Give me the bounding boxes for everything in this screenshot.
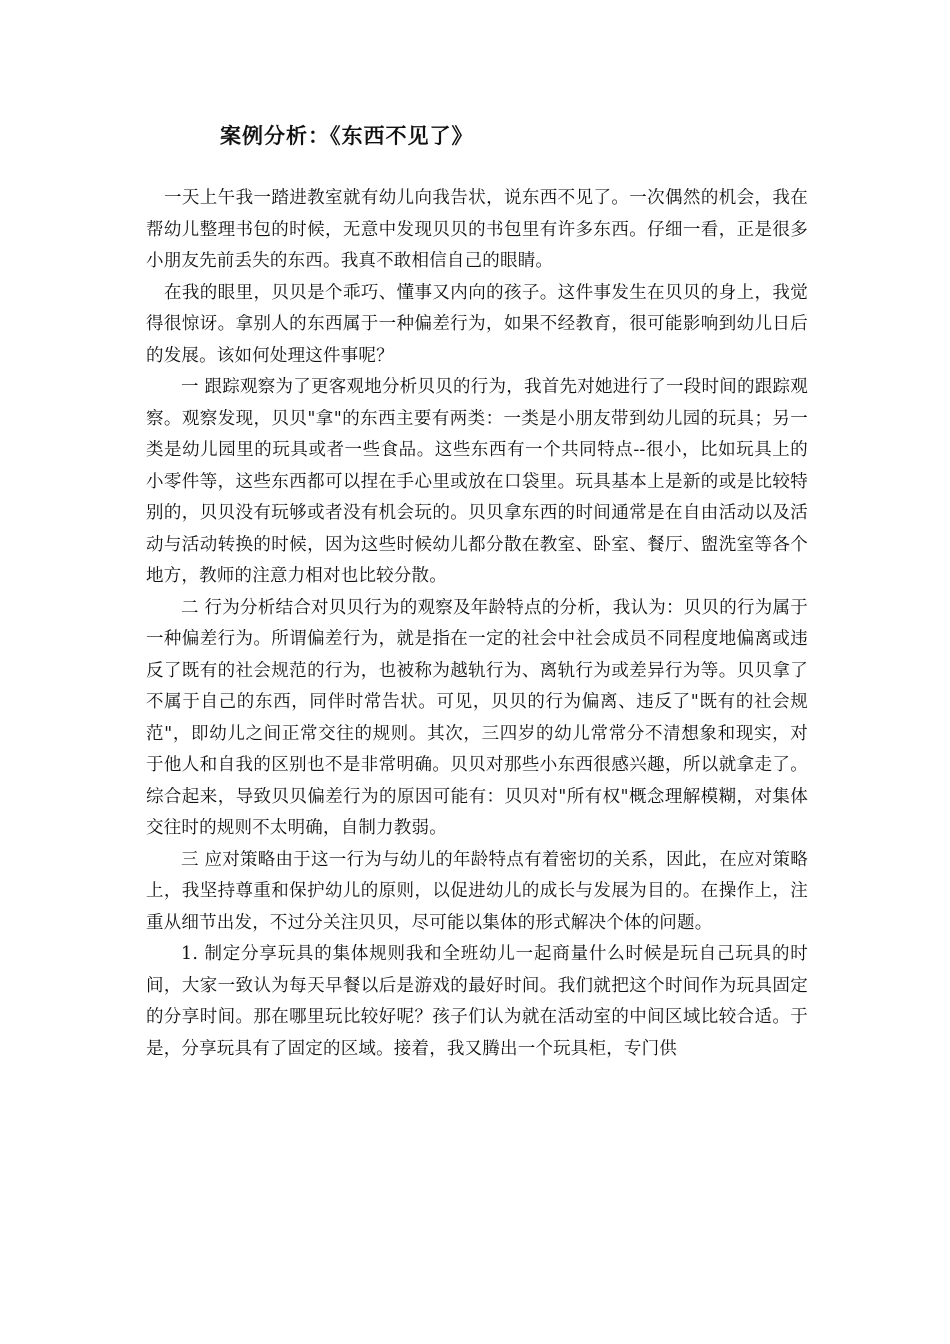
paragraph-analysis: 二 行为分析结合对贝贝行为的观察及年龄特点的分析，我认为：贝贝的行为属于一种偏差行为。所谓偏差行为，就是指在一定的社会中社会成员不同程度地偏离或违反了既有的社会规范的行为，也被称为越轨行为、离轨行为或差异行为等。贝贝拿了不属于自己的东西，同伴时常告状。可见，贝贝的行为偏离、违反了"既有的社会规范"，即幼儿之间正常交往的规则。其次，三四岁的幼儿常常分不清想象和现实，对于他人和自我的区别也不是非常明确。贝贝对那些小东西很感兴趣，所以就拿走了。综合起来，导致贝贝偏差行为的原因可能有：贝贝对"所有权"概念理解模糊，对集体交往时的规则不太明确，自制力教弱。 (146, 597, 808, 838)
paragraph-impression: 在我的眼里，贝贝是个乖巧、懂事又内向的孩子。这件事发生在贝贝的身上，我觉得很惊讶。拿别人的东西属于一种偏差行为，如果不经教育，很可能影响到幼儿日后的发展。该如何处理这件事呢？ (146, 282, 808, 366)
paragraph-observation: 一 跟踪观察为了更客观地分析贝贝的行为，我首先对她进行了一段时间的跟踪观察。观察发现，贝贝"拿"的东西主要有两类：一类是小朋友带到幼儿园的玩具；另一类是幼儿园里的玩具或者一些食品。这些东西有一个共同特点--很小，比如玩具上的小零件等，这些东西都可以捏在手心里或放在口袋里。玩具基本上是新的或是比较特别的，贝贝没有玩够或者没有机会玩的。贝贝拿东西的时间通常是在自由活动以及活动与活动转换的时候，因为这些时候幼儿都分散在教室、卧室、餐厅、盥洗室等各个地方，教师的注意力相对也比较分散。 (146, 377, 808, 586)
document-title: 案例分析：《东西不见了》 (220, 123, 474, 148)
paragraph-rule-setting: 1. 制定分享玩具的集体规则我和全班幼儿一起商量什么时候是玩自己玩具的时间，大家一致认为每天早餐以后是游戏的最好时间。我们就把这个时间作为玩具固定的分享时间。那在哪里玩比较好呢？孩子们认为就在活动室的中间区域比较合适。于是，分享玩具有了固定的区域。接着，我又腾出一个玩具柜，专门供 (146, 944, 808, 1059)
paragraph-strategy: 三 应对策略由于这一行为与幼儿的年龄特点有着密切的关系，因此，在应对策略上，我坚持尊重和保护幼儿的原则，以促进幼儿的成长与发展为目的。在操作上，注重从细节出发，不过分关注贝贝，尽可能以集体的形式解决个体的问题。 (146, 849, 808, 933)
paragraph-intro: 一天上午我一踏进教室就有幼儿向我告状，说东西不见了。一次偶然的机会，我在帮幼儿整理书包的时候，无意中发现贝贝的书包里有许多东西。仔细一看，正是很多小朋友先前丢失的东西。我真不敢相信自己的眼睛。 (146, 188, 808, 271)
document-body (146, 183, 808, 1065)
